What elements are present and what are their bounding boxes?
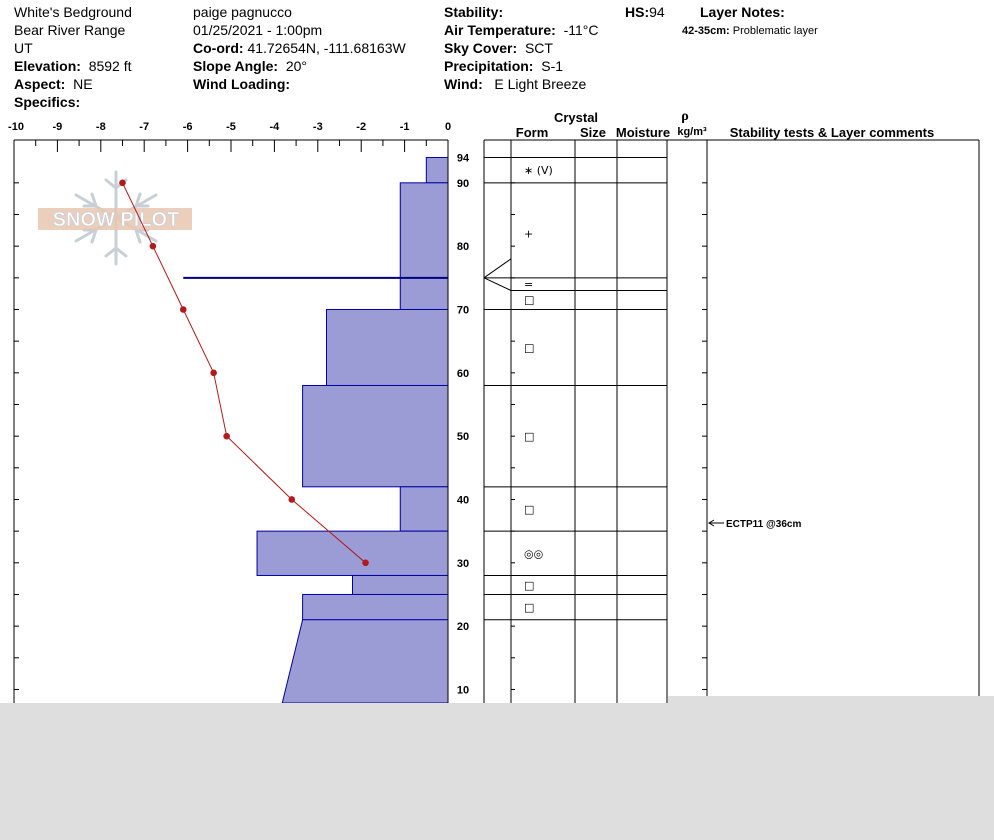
coord-label: Co-ord: [193, 40, 244, 56]
x-tick-label: -3 [312, 121, 323, 133]
temperature-point [150, 243, 157, 250]
crystal-form-symbol: = [524, 278, 534, 292]
form-header: Form [515, 125, 549, 140]
hs-label: HS: [625, 4, 650, 20]
wind-value: E Light Breeze [494, 76, 587, 92]
layer-notes-label: Layer Notes: [700, 4, 785, 20]
air-temp-value: -11°C [563, 22, 599, 38]
elevation-label: Elevation: [14, 58, 81, 74]
observer-name: paige pagnucco [193, 4, 292, 20]
x-tick-label: 0 [444, 121, 452, 133]
crystal-form-symbol: ◎◎ [524, 547, 544, 561]
layer-note-range: 42-35cm: [682, 25, 730, 37]
range-name: Bear River Range [14, 22, 126, 38]
y-tick-label: 94 [456, 152, 470, 165]
hardness-bar [426, 158, 448, 183]
hardness-bar [282, 620, 448, 703]
sky-value: SCT [524, 40, 553, 56]
x-tick-label: -5 [226, 121, 236, 133]
location-name: White's Bedground [14, 4, 132, 20]
air-temp-label: Air Temperature: [444, 22, 556, 38]
crystal-form-symbol: □ [524, 293, 535, 307]
layer-note-text: Problematic layer [732, 25, 818, 37]
y-tick-label: 40 [456, 494, 470, 507]
temperature-point [119, 180, 126, 187]
hardness-bar [400, 487, 448, 531]
wind-loading-label: Wind Loading: [193, 76, 291, 92]
layer-connectors [484, 158, 511, 620]
snowpilot-logo [38, 172, 192, 264]
crystal-form-symbol: □ [524, 502, 535, 516]
x-tick-label: -6 [182, 121, 193, 133]
x-tick-label: -8 [95, 121, 106, 133]
crystal-form-symbol: ∗ (V) [524, 164, 553, 178]
stability-test [709, 519, 801, 530]
comments-header: Stability tests & Layer comments [729, 125, 935, 140]
size-header: Size [579, 125, 607, 140]
precip-label: Precipitation: [444, 58, 534, 74]
hardness-bar [303, 385, 448, 486]
temperature-point [223, 433, 230, 440]
crystal-form-symbol: □ [524, 430, 535, 444]
x-tick-label: -4 [269, 121, 280, 133]
x-tick-label: -9 [52, 121, 63, 133]
temperature-point [180, 306, 187, 313]
y-tick-label: 80 [456, 241, 470, 254]
y-tick-label: 90 [456, 177, 470, 190]
wind-label: Wind: [444, 76, 483, 92]
x-tick-label: -1 [399, 121, 410, 133]
state-name: UT [14, 40, 33, 56]
x-axis [8, 121, 451, 152]
y-tick-label: 60 [456, 367, 470, 380]
coord-value: 41.72654N, -111.68163W [247, 40, 406, 56]
crystal-form-symbol: + [524, 227, 534, 241]
observation-datetime: 01/25/2021 - 1:00pm [193, 22, 323, 38]
right-y-ticks [511, 183, 707, 690]
density-unit-header: kg/m³ [677, 126, 707, 138]
elevation-value: 8592 ft [88, 58, 132, 74]
hardness-bar [257, 531, 448, 575]
crystal-forms [524, 164, 553, 614]
temperature-point [362, 560, 369, 567]
x-tick-label: -7 [139, 121, 150, 133]
layer-table [484, 140, 979, 703]
stability-label: Stability: [444, 4, 504, 20]
y-axis-labels [457, 153, 470, 697]
slope-label: Slope Angle: [193, 58, 279, 74]
hardness-bar [326, 309, 448, 385]
crystal-form-symbol: □ [524, 578, 535, 592]
x-tick-label: -2 [356, 121, 367, 133]
hardness-bar [303, 594, 448, 619]
y-tick-label: 10 [456, 684, 470, 697]
moisture-header: Moisture [615, 125, 671, 140]
weak-layer-connector [484, 259, 511, 278]
aspect-value: NE [73, 76, 93, 92]
weak-layer-connector [484, 278, 511, 291]
logo-text: SNOW PILOT [52, 209, 180, 231]
hardness-bar [353, 575, 448, 594]
x-tick-label: -10 [8, 121, 24, 133]
rho-header: ρ [681, 109, 689, 124]
slope-value: 20° [285, 58, 307, 74]
footer-panel [0, 703, 994, 840]
precip-value: S-1 [541, 58, 564, 74]
hardness-bar [400, 183, 448, 310]
temperature-point [288, 496, 295, 503]
y-tick-label: 20 [456, 621, 470, 634]
temperature-point [210, 370, 217, 377]
hs-value: 94 [649, 4, 665, 20]
sky-label: Sky Cover: [444, 40, 518, 56]
specifics-label: Specifics: [14, 94, 81, 110]
aspect-label: Aspect: [14, 76, 66, 92]
y-tick-label: 30 [456, 557, 470, 570]
y-tick-label: 70 [456, 304, 470, 317]
crystal-form-symbol: □ [524, 601, 535, 615]
crystal-form-symbol: □ [524, 341, 535, 355]
stability-test-label: ECTP11 @36cm [726, 519, 802, 530]
crystal-header: Crystal [553, 110, 599, 125]
hardness-profile [257, 158, 448, 704]
y-tick-label: 50 [456, 431, 470, 444]
